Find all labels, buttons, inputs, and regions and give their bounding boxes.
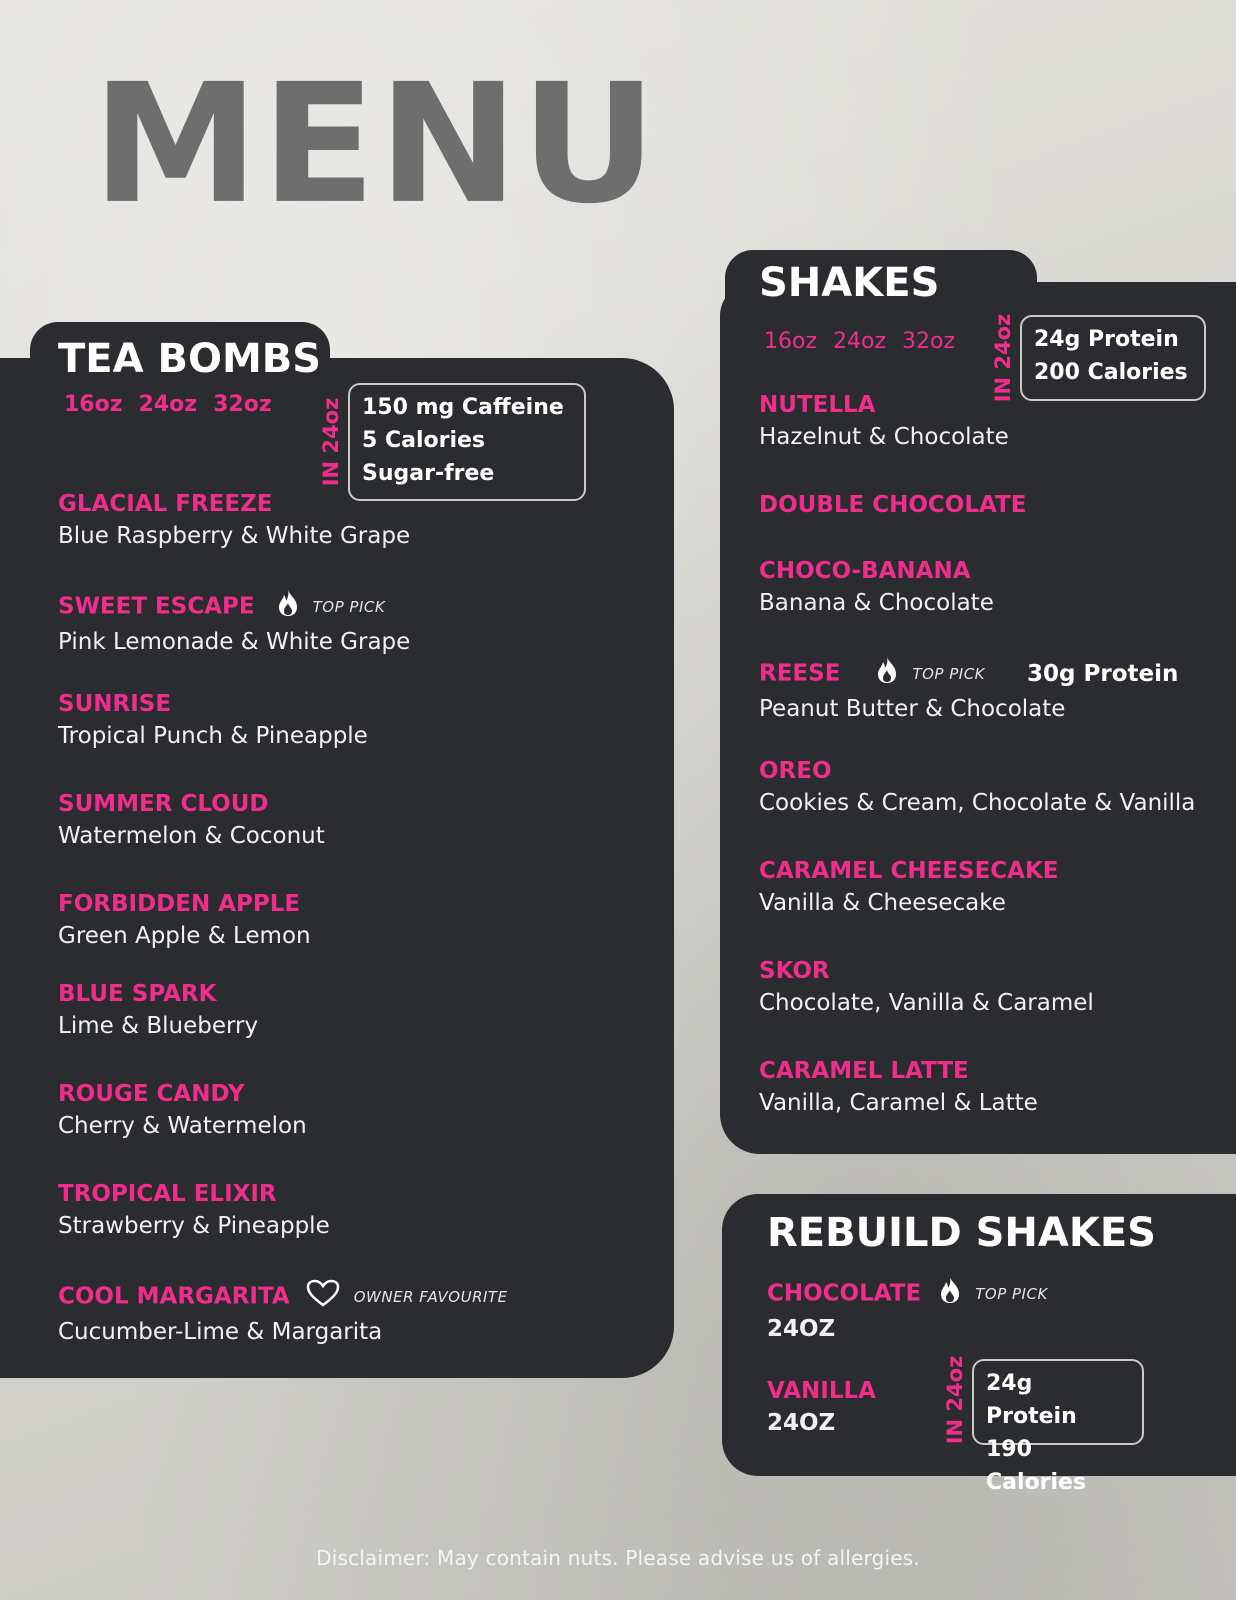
- item-name: GLACIAL FREEZE: [58, 491, 273, 517]
- info-line: 150 mg Caffeine: [362, 395, 564, 420]
- info-line: 200 Calories: [1034, 360, 1188, 385]
- protein-note: 30g Protein: [1027, 660, 1179, 687]
- size-16oz: 16oz: [64, 392, 123, 417]
- list-item: [58, 1279, 508, 1349]
- list-item: [58, 1179, 330, 1243]
- item-desc: Cookies & Cream, Chocolate & Vanilla: [759, 790, 1196, 816]
- item-desc: Lime & Blueberry: [58, 1013, 259, 1039]
- info-line: 190 Calories: [986, 1437, 1087, 1495]
- item-desc: 24OZ: [767, 1316, 836, 1342]
- list-item: [759, 756, 1195, 820]
- size-24oz: 24oz: [138, 392, 198, 417]
- list-item: [767, 1276, 1048, 1346]
- flame-icon: [876, 656, 898, 692]
- item-name: CHOCO-BANANA: [759, 558, 971, 584]
- size-16oz: 16oz: [764, 329, 818, 354]
- item-name: SUNRISE: [58, 691, 172, 717]
- top-pick-tag: TOP PICK: [975, 1285, 1048, 1303]
- rebuild-in-size: IN 24oz: [943, 1355, 967, 1445]
- tea-bombs-sizes: [64, 392, 288, 417]
- item-desc: Hazelnut & Chocolate: [759, 424, 1009, 450]
- item-desc: Pink Lemonade & White Grape: [58, 629, 411, 655]
- item-desc: 24OZ: [767, 1410, 836, 1436]
- list-item: [58, 489, 410, 553]
- item-desc: Vanilla, Caramel & Latte: [759, 1090, 1038, 1116]
- info-line: 24g Protein: [1034, 327, 1179, 352]
- list-item: [58, 1079, 307, 1143]
- item-name: OREO: [759, 758, 832, 784]
- heart-icon: [306, 1279, 340, 1315]
- info-line: Sugar-free: [362, 461, 495, 486]
- list-item: [759, 656, 1178, 726]
- item-name: NUTELLA: [759, 392, 876, 418]
- item-name: ROUGE CANDY: [58, 1081, 245, 1107]
- shakes-in-size: IN 24oz: [991, 313, 1015, 403]
- menu-title: MENU: [92, 47, 659, 241]
- size-32oz: 32oz: [902, 329, 956, 354]
- list-item: [759, 556, 994, 620]
- item-name: SWEET ESCAPE: [58, 593, 255, 620]
- top-pick-tag: TOP PICK: [912, 665, 986, 683]
- size-32oz: 32oz: [213, 392, 272, 417]
- item-name: FORBIDDEN APPLE: [58, 891, 301, 917]
- list-item: [759, 956, 1094, 1020]
- list-item: [58, 689, 368, 753]
- list-item: [58, 589, 410, 659]
- flame-icon: [277, 589, 299, 625]
- list-item: [58, 979, 258, 1043]
- item-desc: Cherry & Watermelon: [58, 1113, 307, 1139]
- shakes-heading: SHAKES: [759, 260, 940, 306]
- item-name: CARAMEL CHEESECAKE: [759, 858, 1059, 884]
- item-name: DOUBLE CHOCOLATE: [759, 492, 1027, 518]
- item-desc: Strawberry & Pineapple: [58, 1213, 330, 1239]
- list-item: [58, 889, 311, 953]
- rebuild-info-box: [972, 1359, 1144, 1495]
- owner-favourite-tag: OWNER FAVOURITE: [353, 1288, 508, 1306]
- item-name: CARAMEL LATTE: [759, 1058, 969, 1084]
- item-name: SKOR: [759, 958, 830, 984]
- list-item: [58, 789, 325, 853]
- size-24oz: 24oz: [833, 329, 887, 354]
- item-name: VANILLA: [767, 1378, 876, 1404]
- disclaimer: Disclaimer: May contain nuts. Please advise us of allergies.: [316, 1546, 920, 1570]
- info-line: 5 Calories: [362, 428, 486, 453]
- item-desc: Watermelon & Coconut: [58, 823, 325, 849]
- tea-bombs-info-box: [348, 383, 586, 501]
- list-item: [759, 856, 1059, 920]
- item-name: CHOCOLATE: [767, 1280, 922, 1307]
- tea-bombs-heading: TEA BOMBS: [58, 336, 322, 382]
- rebuild-shakes-heading: REBUILD SHAKES: [767, 1210, 1156, 1256]
- tea-bombs-in-size: IN 24oz: [319, 397, 343, 487]
- item-name: COOL MARGARITA: [58, 1283, 290, 1310]
- item-desc: Tropical Punch & Pineapple: [58, 723, 368, 749]
- item-desc: Banana & Chocolate: [759, 590, 994, 616]
- item-desc: Green Apple & Lemon: [58, 923, 311, 949]
- item-name: TROPICAL ELIXIR: [58, 1181, 277, 1207]
- item-desc: Blue Raspberry & White Grape: [58, 523, 411, 549]
- item-desc: Chocolate, Vanilla & Caramel: [759, 990, 1094, 1016]
- list-item: [767, 1376, 876, 1440]
- item-desc: Peanut Butter & Chocolate: [759, 696, 1066, 722]
- item-name: SUMMER CLOUD: [58, 791, 269, 817]
- item-name: BLUE SPARK: [58, 981, 217, 1007]
- list-item: [759, 390, 1009, 454]
- item-name: REESE: [759, 660, 841, 687]
- shakes-info-box: [1020, 315, 1206, 401]
- info-line: 24g Protein: [986, 1371, 1077, 1429]
- top-pick-tag: TOP PICK: [312, 598, 386, 616]
- item-desc: Vanilla & Cheesecake: [759, 890, 1006, 916]
- item-desc: Cucumber-Lime & Margarita: [58, 1319, 383, 1345]
- flame-icon: [939, 1276, 961, 1312]
- shakes-sizes: [764, 329, 971, 354]
- list-item: [759, 490, 1026, 520]
- list-item: [759, 1056, 1038, 1120]
